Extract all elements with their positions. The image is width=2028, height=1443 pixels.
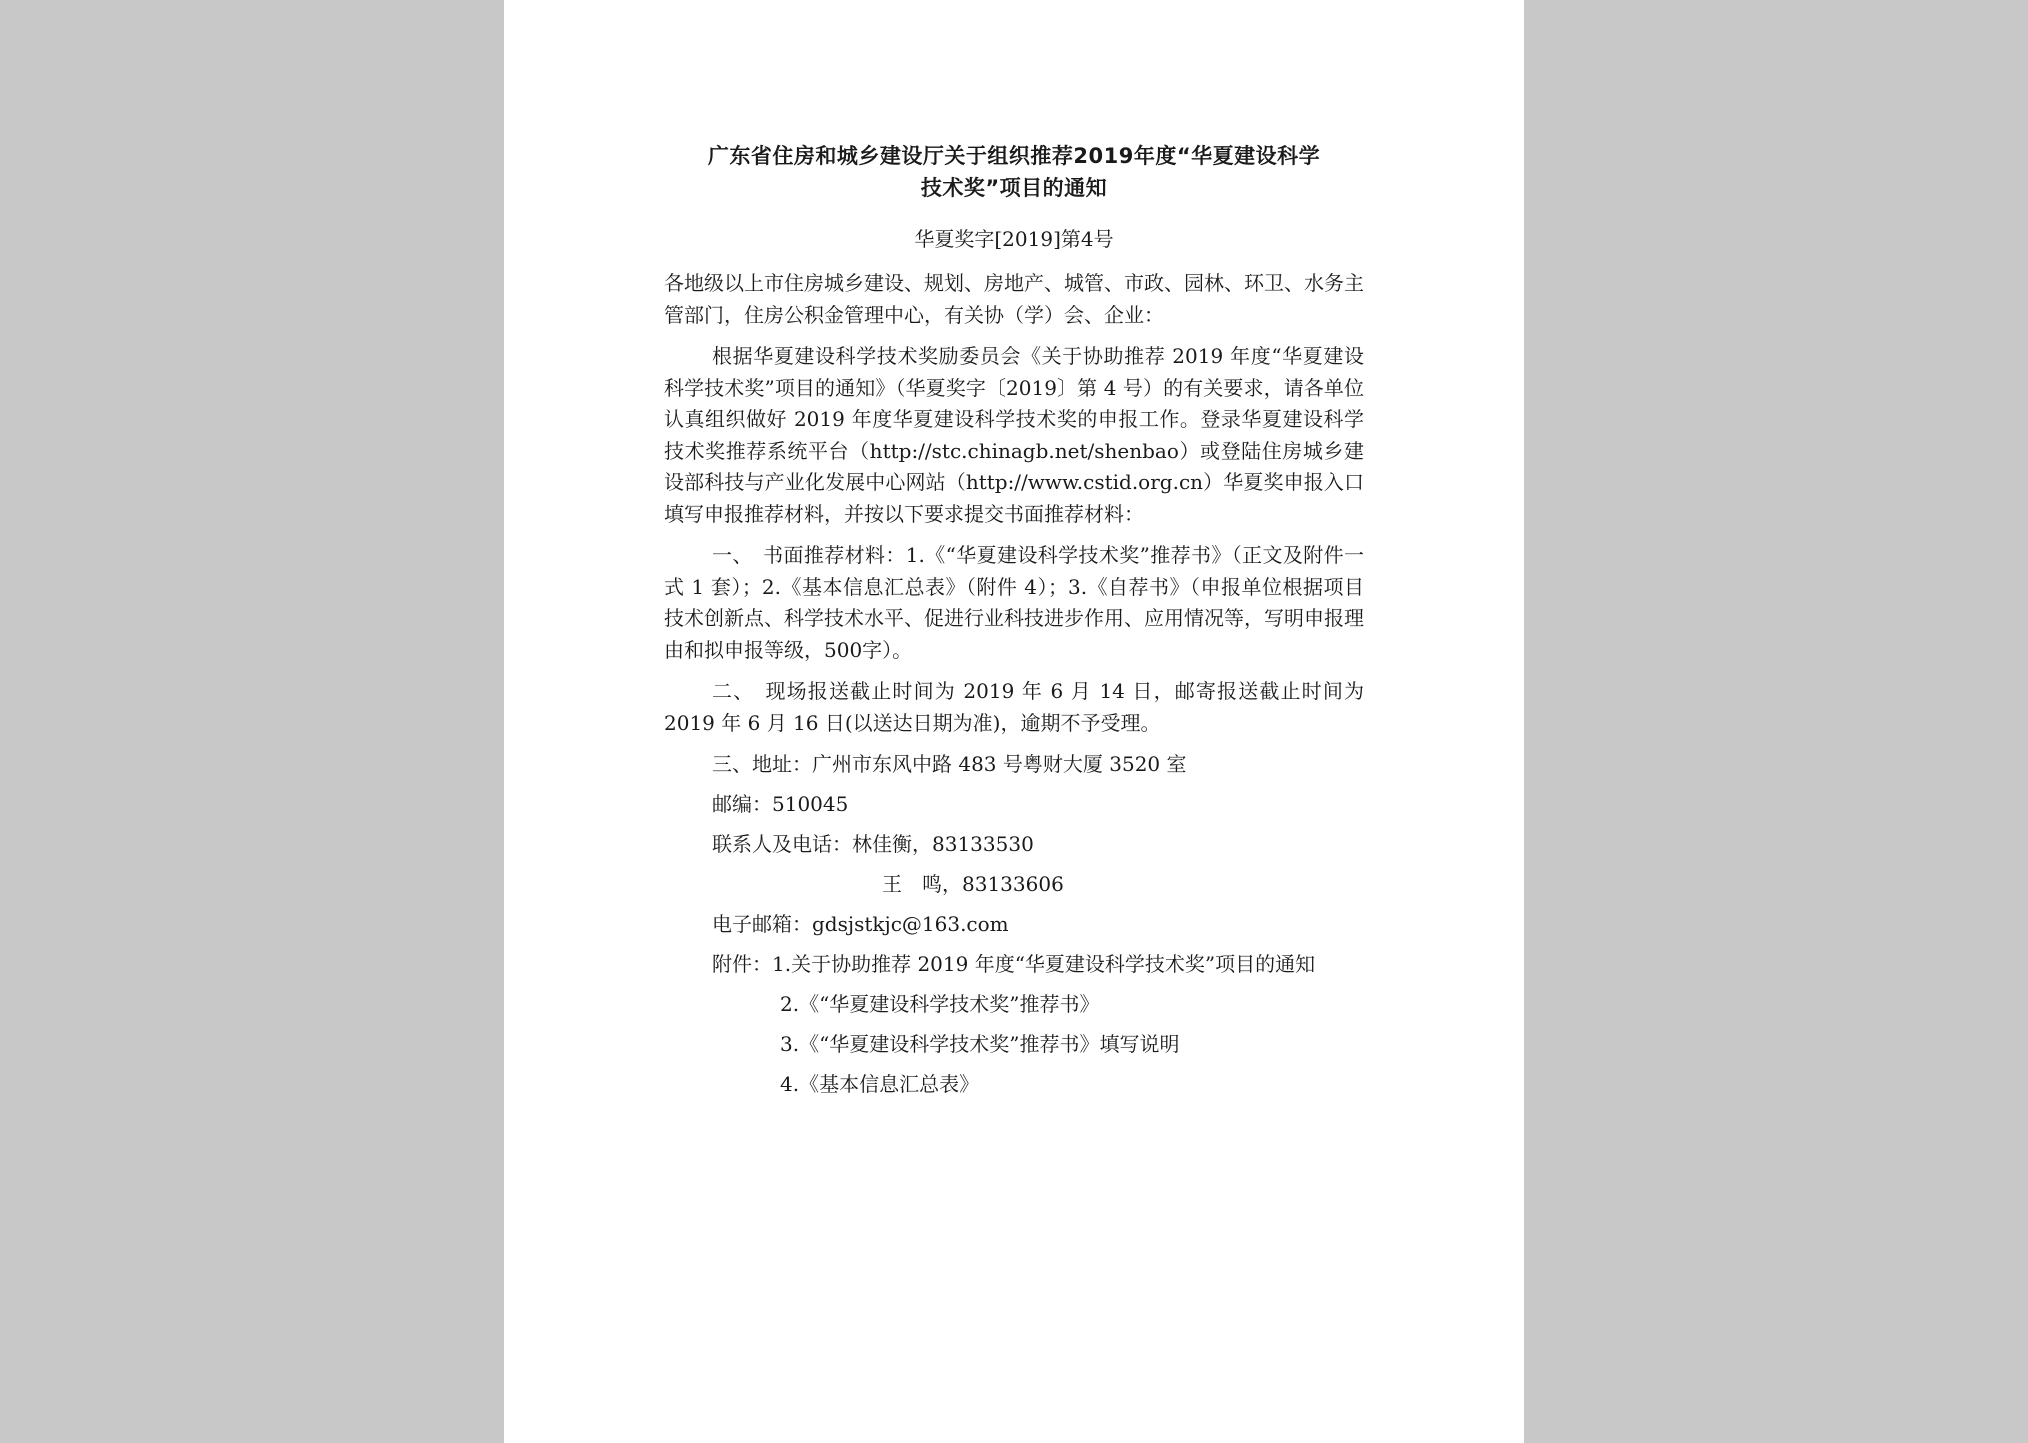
- document-number: 华夏奖字[2019]第4号: [914, 227, 1114, 251]
- attachment-item-2: 2.《“华夏建设科学技术奖”推荐书》: [780, 992, 1100, 1016]
- body-paragraph: 根据华夏建设科学技术奖励委员会《关于协助推荐 2019 年度“华夏建设科学技术奖”项目的通知》（华夏奖字〔2019〕第 4 号）的有关要求，请各单位认真组织做好 2019 年度华夏建设科学技术奖的申报工作。登录华夏建设科学技术奖推荐系统平台（http://stc.chinagb.net/shenbao）或登陆住房城乡建设部科技与产业化发展中心网站（http://www.cstid.org.cn）华夏奖申报入口填写申报推荐材料，并按以下要求提交书面推荐材料：: [664, 344, 1364, 526]
- address-line: 三、地址：广州市东风中路 483 号粤财大厦 3520 室: [712, 752, 1187, 776]
- item-2-paragraph: 二、 现场报送截止时间为 2019 年 6 月 14 日，邮寄报送截止时间为 2019 年 6 月 16 日(以送达日期为准)，逾期不予受理。: [664, 679, 1364, 735]
- attachment-first-row: [664, 949, 1364, 979]
- attachments-label: 附件：: [712, 952, 772, 976]
- email-line: 电子邮箱：gdsjstkjc@163.com: [712, 912, 1009, 936]
- title-line-2: 技术奖”项目的通知: [920, 176, 1108, 200]
- addressee-paragraph: 各地级以上市住房城乡建设、规划、房地产、城管、市政、园林、环卫、水务主管部门，住房公积金管理中心，有关协（学）会、企业：: [664, 271, 1364, 327]
- document-page: [504, 0, 1524, 1443]
- attachment-item-4: 4.《基本信息汇总表》: [780, 1072, 980, 1096]
- attachment-item-3: 3.《“华夏建设科学技术奖”推荐书》填写说明: [780, 1032, 1180, 1056]
- document-content: [664, 140, 1364, 1099]
- document-title: [664, 140, 1364, 204]
- contact-line-1: 联系人及电话：林佳衡，83133530: [712, 832, 1034, 856]
- attachment-item-1: 1.关于协助推荐 2019 年度“华夏建设科学技术奖”项目的通知: [772, 952, 1316, 976]
- title-line-1: 广东省住房和城乡建设厅关于组织推荐2019年度“华夏建设科学: [707, 144, 1321, 168]
- postcode-line: 邮编：510045: [712, 792, 849, 816]
- item-1-paragraph: 一、 书面推荐材料：1.《“华夏建设科学技术奖”推荐书》（正文及附件一式 1 套）；2.《基本信息汇总表》（附件 4）；3.《自荐书》（申报单位根据项目技术创新点、科学技术水平、促进行业科技进步作用、应用情况等，写明申报理由和拟申报等级，500字）。: [664, 543, 1364, 662]
- contact-line-2: 王 鸣，83133606: [882, 872, 1064, 896]
